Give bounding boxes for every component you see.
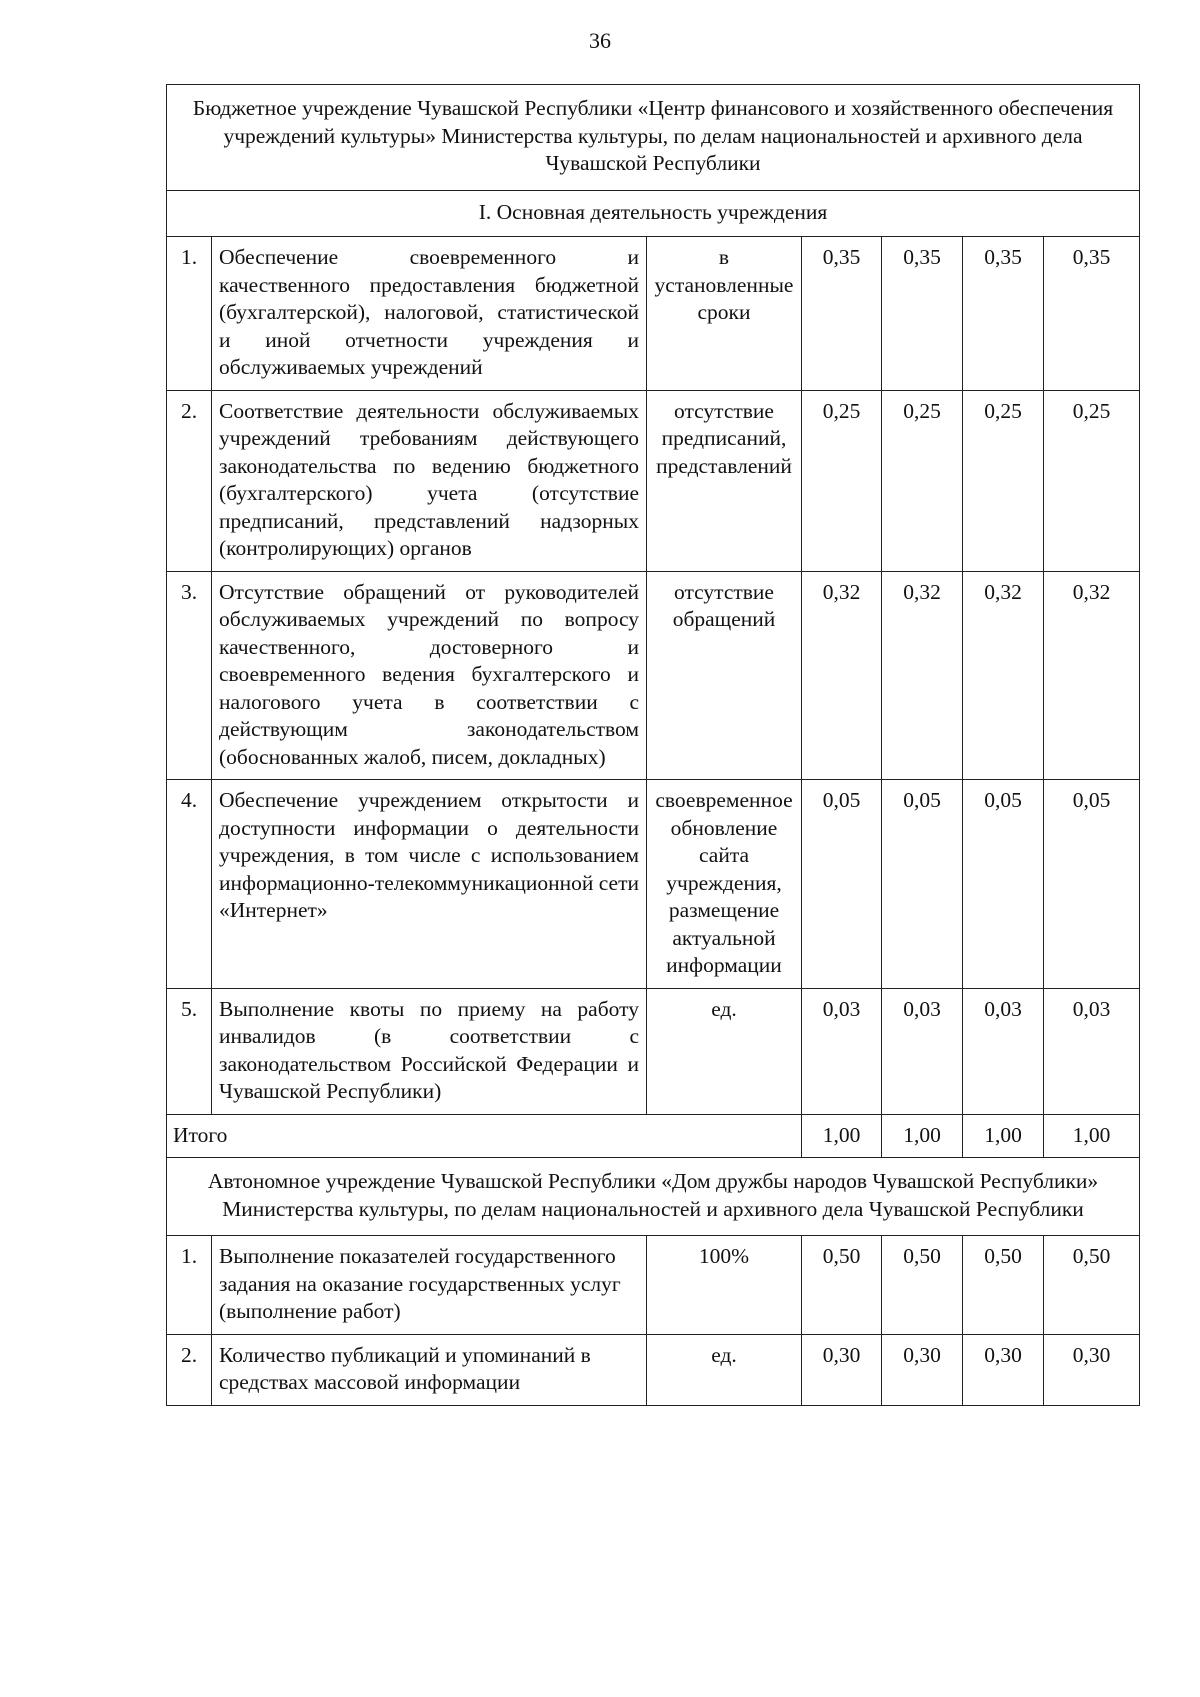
row-value: 0,05: [963, 780, 1044, 989]
section-row: [167, 190, 1140, 237]
row-value: 0,35: [1044, 237, 1140, 391]
row-value: 0,03: [1044, 988, 1140, 1114]
org2-title: Автономное учреждение Чувашской Республики «Дом дружбы народов Чувашской Республики» Министерства культуры, по делам национальностей и архивного дела Чувашской Республики: [167, 1158, 1140, 1236]
table-row: [167, 1334, 1140, 1405]
row-value: 0,32: [963, 571, 1044, 780]
table-row: [167, 571, 1140, 780]
row-value: 0,50: [802, 1236, 882, 1335]
row-criterion: ед.: [647, 1334, 802, 1405]
total-value: 1,00: [882, 1114, 963, 1158]
row-value: 0,50: [963, 1236, 1044, 1335]
page-number: 36: [589, 28, 611, 53]
row-value: 0,25: [802, 390, 882, 571]
table-row: [167, 988, 1140, 1114]
row-value: 0,25: [882, 390, 963, 571]
row-value: 0,35: [963, 237, 1044, 391]
row-criterion: своевременное обновление сайта учреждения, размещение актуальной информации: [647, 780, 802, 989]
criteria-table: [166, 84, 1140, 1406]
row-value: 0,35: [882, 237, 963, 391]
row-value: 0,35: [802, 237, 882, 391]
row-value: 0,30: [882, 1334, 963, 1405]
row-number: 1.: [167, 237, 212, 391]
row-value: 0,05: [882, 780, 963, 989]
row-criterion: отсутствие обращений: [647, 571, 802, 780]
row-criterion: 100%: [647, 1236, 802, 1335]
row-value: 0,03: [963, 988, 1044, 1114]
org1-header-row: [167, 85, 1140, 191]
row-value: 0,50: [882, 1236, 963, 1335]
row-value: 0,30: [963, 1334, 1044, 1405]
row-value: 0,25: [963, 390, 1044, 571]
total-row: [167, 1114, 1140, 1158]
table-row: [167, 390, 1140, 571]
row-description: Обеспечение своевременного и качественного предоставления бюджетной (бухгалтерской), налоговой, статистической и иной отчетности учреждения и обслуживаемых учреждений: [212, 237, 647, 391]
row-criterion: в установленные сроки: [647, 237, 802, 391]
row-value: 0,32: [882, 571, 963, 780]
row-value: 0,25: [1044, 390, 1140, 571]
table-row: [167, 1236, 1140, 1335]
row-criterion: ед.: [647, 988, 802, 1114]
row-value: 0,03: [882, 988, 963, 1114]
total-value: 1,00: [1044, 1114, 1140, 1158]
row-number: 2.: [167, 1334, 212, 1405]
total-value: 1,00: [802, 1114, 882, 1158]
row-description: Отсутствие обращений от руководителей обслуживаемых учреждений по вопросу качественного, достоверного и своевременного ведения бухгалтерского и налогового учета в соответствии с действующим законодательством (обоснованных жалоб, писем, докладных): [212, 571, 647, 780]
row-number: 1.: [167, 1236, 212, 1335]
row-number: 5.: [167, 988, 212, 1114]
total-label: Итого: [167, 1114, 802, 1158]
row-value: 0,30: [802, 1334, 882, 1405]
org1-title: Бюджетное учреждение Чувашской Республики «Центр финансового и хозяйственного обеспечения учреждений культуры» Министерства культуры, по делам национальностей и архивного дела Чувашской Республики: [167, 85, 1140, 191]
section-title: I. Основная деятельность учреждения: [167, 190, 1140, 237]
row-number: 3.: [167, 571, 212, 780]
row-criterion: отсутствие предписаний, представлений: [647, 390, 802, 571]
row-value: 0,05: [802, 780, 882, 989]
row-value: 0,32: [1044, 571, 1140, 780]
row-description: Количество публикаций и упоминаний в средствах массовой информации: [212, 1334, 647, 1405]
row-description: Выполнение квоты по приему на работу инвалидов (в соответствии с законодательством Российской Федерации и Чувашской Республики): [212, 988, 647, 1114]
table-row: [167, 780, 1140, 989]
row-description: Выполнение показателей государственного задания на оказание государственных услуг (выполнение работ): [212, 1236, 647, 1335]
row-value: 0,30: [1044, 1334, 1140, 1405]
table-row: [167, 237, 1140, 391]
row-description: Обеспечение учреждением открытости и доступности информации о деятельности учреждения, в том числе с использованием информационно-телекоммуникационной сети «Интернет»: [212, 780, 647, 989]
row-value: 0,03: [802, 988, 882, 1114]
row-number: 2.: [167, 390, 212, 571]
row-value: 0,32: [802, 571, 882, 780]
row-value: 0,50: [1044, 1236, 1140, 1335]
row-description: Соответствие деятельности обслуживаемых учреждений требованиям действующего законодательства по ведению бюджетного (бухгалтерского) учета (отсутствие предписаний, представлений надзорных (контролирующих) органов: [212, 390, 647, 571]
row-number: 4.: [167, 780, 212, 989]
total-value: 1,00: [963, 1114, 1044, 1158]
row-value: 0,05: [1044, 780, 1140, 989]
org2-header-row: [167, 1158, 1140, 1236]
